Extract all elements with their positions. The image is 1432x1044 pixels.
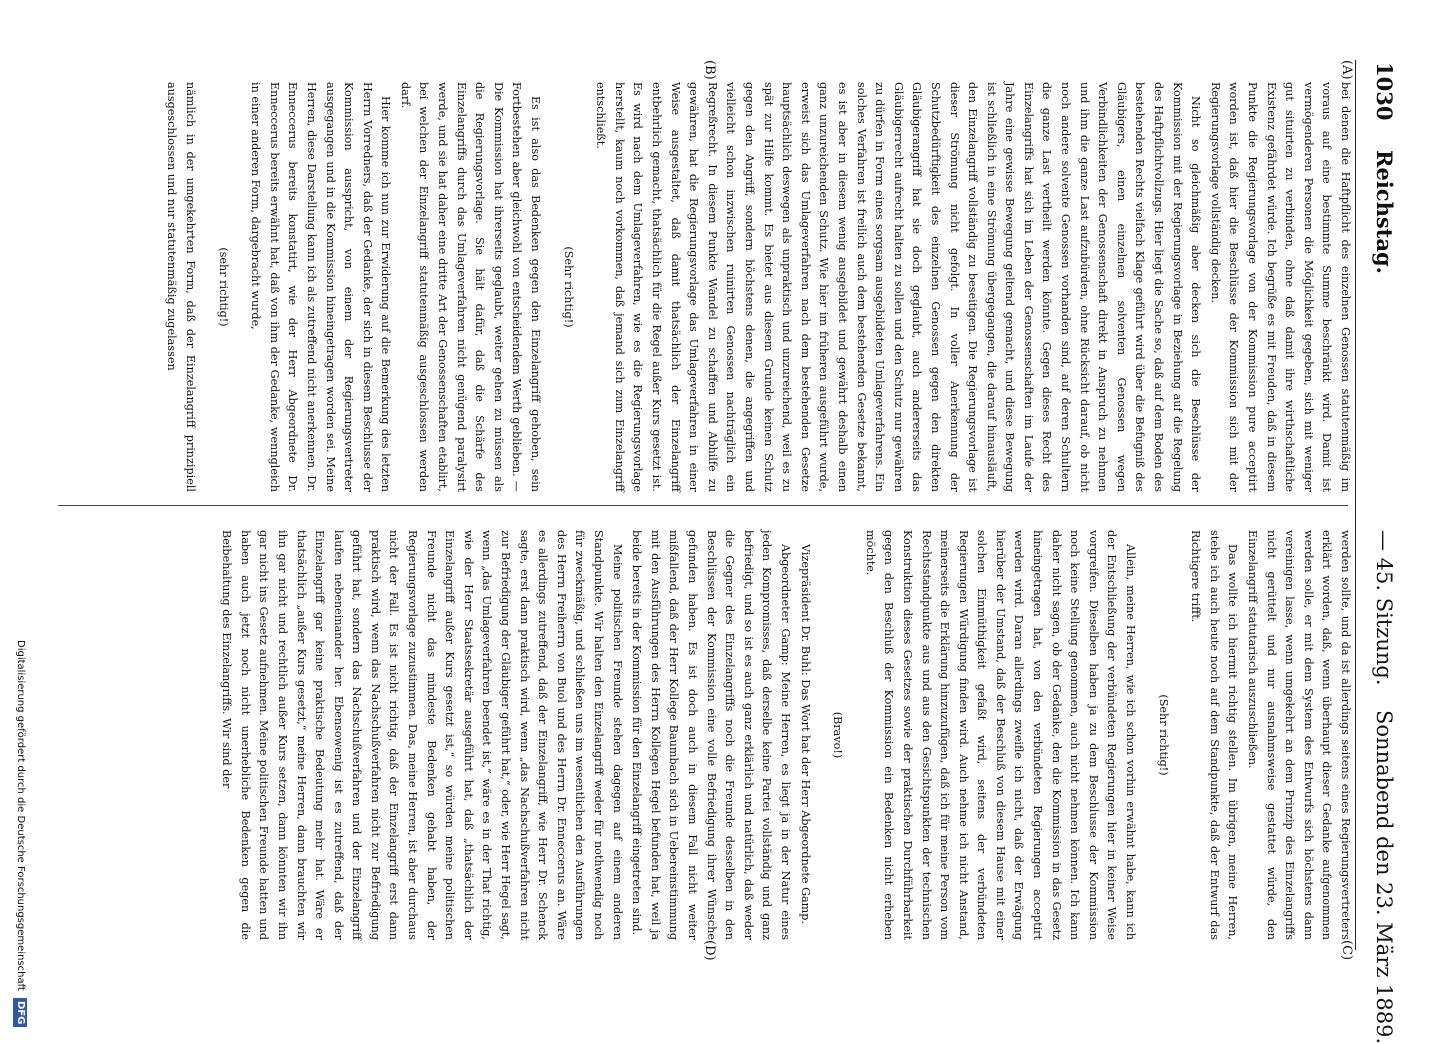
session-number: — 45. Sitzung.	[1372, 530, 1396, 686]
margin-letter-d: (D)	[702, 940, 717, 961]
column-divider	[58, 505, 1348, 506]
chamber-name: Reichstag.	[1372, 150, 1397, 274]
speaker-announcement: Vizepräsident Dr. Buhl: Das Wort hat der Herr Abgeordnete Gamp.	[798, 544, 812, 925]
left-text-column	[44, 82, 1354, 492]
interjection: (sehr richtig!)	[216, 247, 230, 327]
paragraph: nämlich in der umgekehrten Form, daß der Einzelangriff prinzipiell ausgeschlossen und nur statutenmäßig zugelassen	[165, 82, 197, 492]
interjection: (Bravo!)	[831, 711, 845, 759]
paragraph: Allein, meine Herren, wie ich schon vorhin erwähnt habe, kann ich der Entschließung der verbündeten Regierungen hier in keiner Weise vorgreifen. Dieselben haben ja zu dem Beschlusse der Kommission noch keine Stellung genommen, auch nicht nehmen können. Ich kann daher nicht sagen, ob der Gedanke, den die Kommission in das Gesetz hineingetragen hat, von den verbündeten Regierungen acceptirt werden wird. Daran allerdings zweifle ich nicht, daß der Erwägung hierüber der Umstand, daß der Beschluß von diesem Hause mit einer solchen Einmüthigkeit gefaßt wird, seitens der verbündeten Regierungen Würdigung finden wird. Auch nehme ich nicht Anstand, meinerseits die Erklärung hinzuzufügen, daß ich für meine Person vom Rechtsstandpunkte aus und aus den Gesichtspunkten der technischen Konstruktion dieses Gesetzes sowie der praktischen Durchführbarkeit gegen den Beschluß der Kommission ein Bedenken nicht erheben möchte.	[863, 530, 1138, 940]
session-date: Sonnabend den 23. März 1889.	[1372, 710, 1396, 1044]
margin-letter-b: (B)	[702, 60, 717, 80]
margin-letter-c: (C)	[1339, 940, 1354, 961]
paragraph: Es ist also das Bedenken gegen den Einzelangriff gehoben, sein Fortbestehen aber gleichwohl von entscheidendem Werth geblieben. — Die Kommission hat ihrerseits geglaubt, weiter gehen zu müssen als die Regierungsvorlage. Sie hält dafür, daß die Schärfe des Einzelangriffs durch das Umlageverfahren nicht genügend paralysirt werde, und sie hat daher eine dritte Art der Genossenschaften etablirt, bei welchen der Einzelangriff statutenmäßig ausgeschlossen werden darf.	[398, 82, 543, 492]
margin-letter-a: (A)	[1339, 60, 1354, 80]
paragraph: Hier komme ich nun zur Erwiderung auf die Bemerkung des letzten Herrn Vorredners, daß der Gedanke, der sich in diesem Beschlusse der Kommission ausspricht, von einem der Regierungsvertreter ausgegangen und in die Kommission hineingetragen worden sei. Meine Herren, diese Darstellung kann ich als zutreffend nicht anerkennen. Dr. Enneccerus bereits konstatirt, wie der Herr Abgeordnete Dr. Enneccerus bereits erwähnt hat, daß von ihm der Gedanke, wenngleich in einer anderen Form, dargebracht wurde,	[249, 82, 393, 492]
page-number: 1030	[1372, 62, 1397, 121]
paragraph: werden sollte, und da ist allerdings seitens eines Regierungsvertreters erklärt worden, daß, wenn überhaupt dieser Gedanke aufgenommen werden solle, er mit dem System des Entwurfs sich höchstens dann vereinigen lasse, wenn umgekehrt an dem Prinzip des Einzelangriffs nicht gerüttelt und nur ausnahmsweise gestattet würde, den Einzelangriff statutarisch auszuschließen.	[1246, 530, 1352, 940]
page-header	[1355, 60, 1412, 1044]
paragraph: Nicht so gleichmäßig aber decken sich die Beschlüsse der Kommission mit der Regierungsvorlage in Beziehung auf die Regelung des Haftpflichtvollzugs. Hier liegt die Sache so, daß auf dem Boden des bestehenden Rechts vielfach Klage geführt wird über die Befugniß des Gläubigers, einen einzelnen solventen Genossen wegen Verbindlichkeiten der Genossenschaft direkt in Anspruch zu nehmen und ihm die ganze Last aufzubürden, ohne Rücksicht darauf, ob nicht noch andere solvente Genossen vorhanden sind, auf deren Schultern die ganze Last vertheilt werden könnte. Gegen dieses Recht des Einzelangriffs hat sich im Leben der Genossenschaften im Laufe der Jahre eine gewisse Bewegung geltend gemacht, und diese Bewegung ist schließlich in eine Strömung übergegangen, die darauf hinausläuft, den Einzelangriff vollständig zu beseitigen. Die Regierungsvorlage ist dieser Strömung nicht gefolgt. In voller Anerkennung der Schutzbedürftigkeit des einzelnen Genossen gegen den direkten Gläubigerangriff hat sie doch geglaubt, auch andererseits das Gläubigerrecht aufrecht halten zu sollen und den Schutz nur gewähren zu dürfen in Form eines sorgsam ausgebildeten Umlageverfahrens. Ein solches Verfahren ist freilich auch dem bestehenden Gesetze bekannt, es ist aber in diesem wenig ausgebildet und gewährt deshalb einen ganz unzureichenden Schutz. Wie hier im früheren ausgeführt wurde, erweist sich das Umlageverfahren nach dem bestehenden Gesetze hauptsächlich deswegen als unpraktisch und unzureichend, weil es zu spät zur Hilfe kommt. Es bietet aus diesem Grunde keinen Schutz gegen den Angriff, sondern höchstens denen, die angegriffen und vielleicht schon inzwischen ruinirten Genossen nachträglich ein Regreßrecht. In diesem Punkte Wandel zu schaffen und Abhilfe zu gewähren, hat die Regierungsvorlage das Umlageverfahren in einer Weise ausgestaltet, daß damit thatsächlich der Einzelangriff entbehrlich gemacht, thatsächlich für die Regel außer Kurs gesetzt ist. Es wird nach dem Umlageverfahren, wie es die Regierungsvorlage herstellt, kaum noch vorkommen, daß jemand sich zum Einzelangriff entschließt.	[594, 82, 1203, 492]
interjection: (Sehr richtig!)	[1156, 694, 1170, 776]
right-text-column	[44, 530, 1354, 940]
paragraph: Meine politischen Freunde stehen dagegen auf einem anderen Standpunkte. Wir halten den Einzelangriff weder für nothwendig noch für zweckmäßig, und schließen uns im wesentlichen den Ausführungen des Herrn Freiherrn von Buol und des Herrn Dr. Enneccerus an. Wäre es allerdings zutreffend, daß der Einzelangriff, wie Herr Dr. Schenck sagte, erst dann praktisch wird, wenn „das Nachschußverfahren nicht zur Befriedigung der Gläubiger geführt hat,“ oder, wie Herr Hegel sagt, wenn „das Umlageverfahren beendet ist,“ wäre es in der That richtig, wie der Herr Staatssekretär ausgeführt hat, daß „thatsächlich der Einzelangriff außer Kurs gesetzt ist,“ so würden meine politischen Freunde nicht das mindeste Bedenken gehabt haben, der Regierungsvorlage zuzustimmen. Das, meine Herren, ist aber durchaus nicht der Fall. Es ist nicht richtig, daß der Einzelangriff erst dann praktisch wird, wenn das Nachschußverfahren nicht zur Befriedigung geführt hat, sondern das Nachschußverfahren und der Einzelangriff laufen nebeneinander her. Ebensowenig ist es zutreffend, daß der Einzelangriff gar keine praktische Bedeutung mehr hat. Wäre er thatsächlich „außer Kurs gesetzt,“ meine Herren, dann brauchten wir ihn gar nicht und rechtlich außer Kurs setzen, dann könnten wir ihn gar nicht ins Gesetz aufnehmen. Meine politischen Freunde hatten und haben auch jetzt noch nicht unerhebliche Bedenken gegen die Beibehaltung des Einzelangriffs. Wir sind der	[220, 530, 624, 940]
credit-text: Digitalisierung gefördert durch die Deutsche Forschungsgemeinschaft	[15, 640, 26, 991]
paragraph: bei denen die Haftpflicht des einzelnen Genossen statutenmäßig im voraus auf eine bestimmte Summe beschränkt wird. Damit ist vermögenderen Personen die Möglichkeit gegeben, sich mit weniger gut situirten zu verbinden, ohne daß damit ihre wirthschaftliche Existenz gefährdet würde. Ich begrüße es mit Freuden, daß in diesem Punkte die Regierungsvorlage von der Kommission pure acceptirt worden ist, daß hier die Beschlüsse der Kommission sich mit der Regierungsvorlage vollständig decken.	[1208, 82, 1352, 492]
digitization-credit	[13, 640, 27, 1025]
paragraph: Abgeordneter Gamp: Meine Herren, es liegt ja in der Natur eines jeden Kompromisses, daß derselbe keine Partei vollständig und ganz befriedigt, und so ist es auch ganz erklärlich und natürlich, daß weder die Gegner des Einzelangriffs noch die Freunde desselben in den Beschlüssen der Kommission eine volle Befriedigung ihrer Wünsche gefunden haben. Es ist doch auch in diesem Fall nicht weiter mißfallend, daß der Herr Kollege Baumbach sich in Uebereinstimmung mit den Ausführungen des Herrn Kollegen Hegel befunden hat, weil ja beide bereits in der Kommission für den Einzelangriff eingetreten sind.	[630, 530, 792, 940]
dfg-logo: DFG	[13, 998, 27, 1027]
interjection: (Sehr richtig!)	[561, 246, 575, 328]
paragraph: Das wollte ich hiermit richtig stellen. Im übrigen, meine Herren, stehe ich auch heute noch auf dem Standpunkte, daß der Entwurf das Richtigere trifft.	[1189, 530, 1240, 940]
